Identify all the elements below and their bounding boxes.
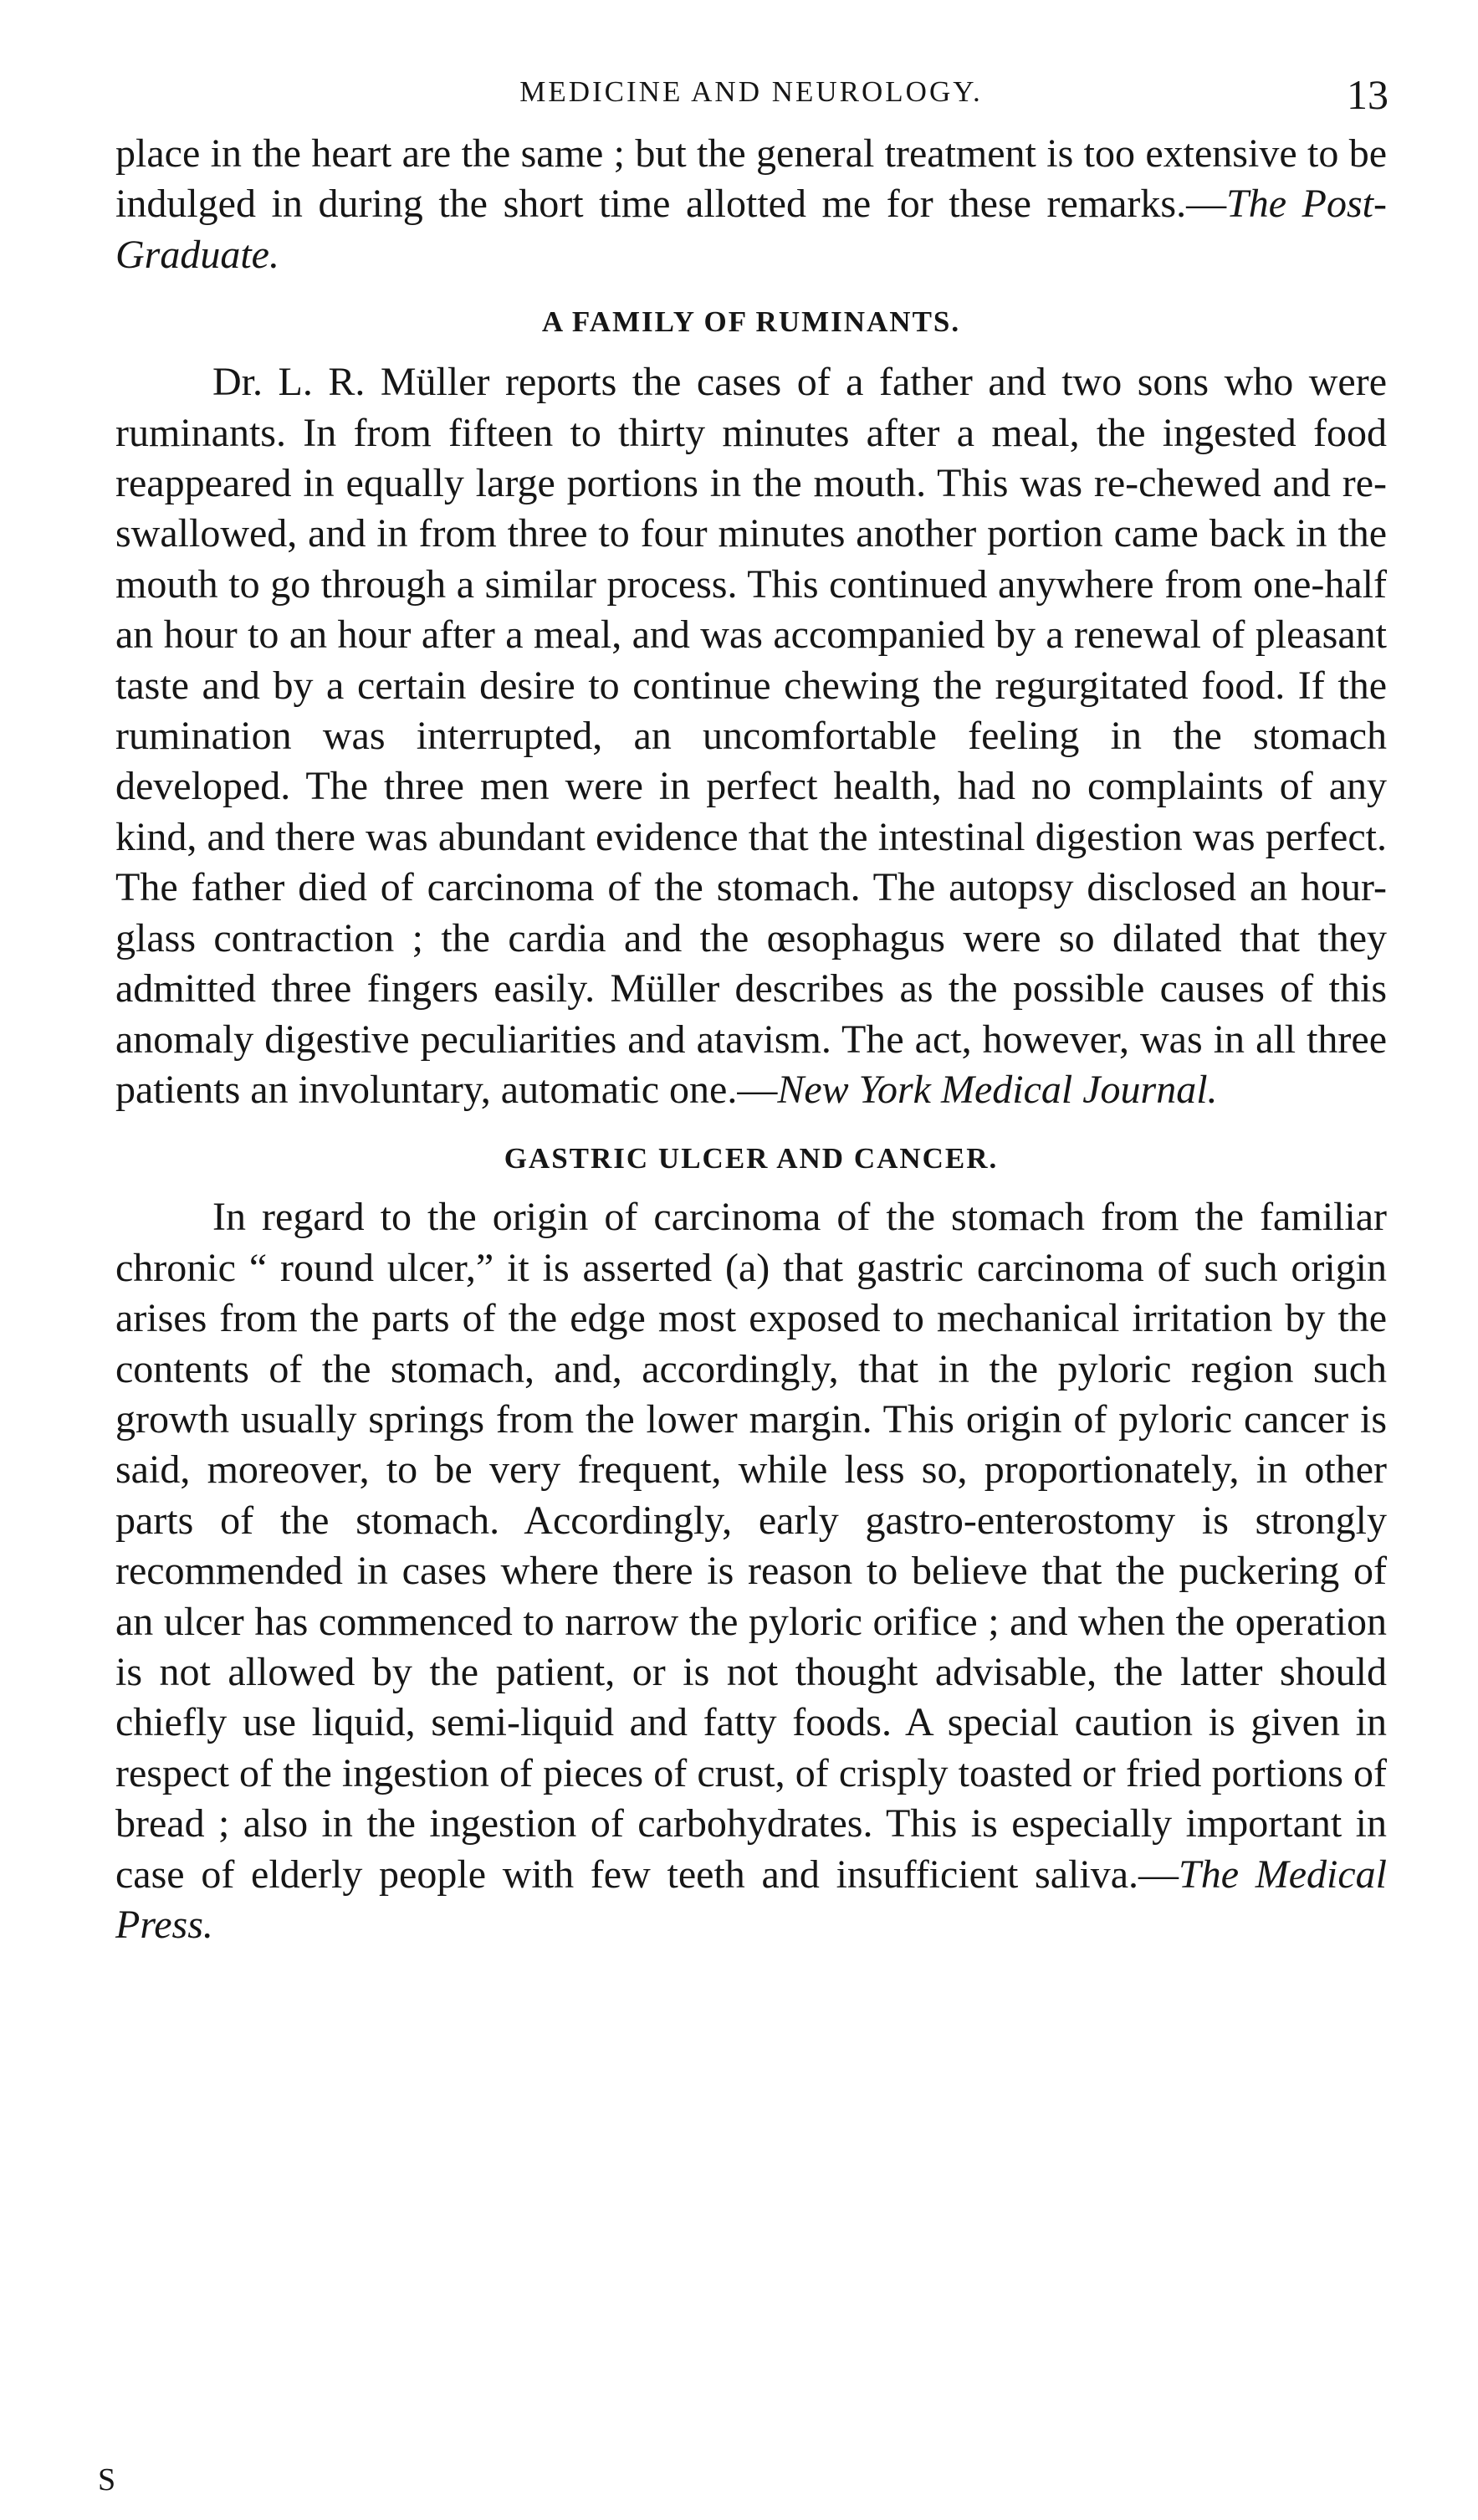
gastric-paragraph [115,1192,1387,1950]
intro-text: place in the heart are the same ; but the general treatment is too extensive to be indulged in during the short time allotted me for these remarks.— [115,131,1387,227]
section-heading-ruminants: A FAMILY OF RUMINANTS. [541,305,961,339]
gastric-text: In regard to the origin of carcinoma of the stomach from the familiar chronic “ round ulcer,” it is asserted (a) that gastric carcinoma of such origin arises from the parts of the edge most exposed to mechanical irritation by the contents of the stomach, and, accordingly, that in the pyloric region such growth usually springs from the lower margin. This origin of pyloric cancer is said, moreover, to be very frequent, while less so, proportionately, in other parts of the stomach. Accordingly, early gastro-enterostomy is strongly recommended in cases where there is reason to believe that the puckering of an ulcer has commenced to narrow the pyloric orifice ; and when the operation is not allowed by the patient, or is not thought advisable, the latter should chiefly use liquid, semi-liquid and fatty foods. A special caution is given in respect of the ingestion of pieces of crust, of crisply toasted or fried portions of bread ; also in the ingestion of carbohydrates. This is especially important in case of elderly people with few teeth and insufficient saliva.— [115,1195,1387,1897]
gastric-source: The Medical Press. [115,1852,1388,1947]
ruminants-text: Dr. L. R. Müller reports the cases of a father and two sons who were ruminants. In from fifteen to thirty minutes after a meal, the ingested food reappeared in equally large portions in the mouth. This was re-chewed and re-swallowed, and in from three to four minutes another portion came back in the mouth to go through a similar process. This continued anywhere from one-half an hour to an hour after a meal, and was accompanied by a renewal of pleasant taste and by a certain desire to continue chewing the regurgitated food. If the rumination was interrupted, an uncomfortable feeling in the stomach developed. The three men were in perfect health, had no complaints of any kind, and there was abundant evidence that the intestinal digestion was perfect. The father died of carcinoma of the stomach. The autopsy disclosed an hour-glass contraction ; the cardia and the œsophagus were so dilated that they admitted three fingers easily. Müller describes as the possible causes of this anomaly digestive peculiarities and atavism. The act, however, was in all three patients an involuntary, automatic one.— [115,360,1387,1112]
intro-source: The Post-Graduate. [115,182,1387,277]
page [115,70,1387,1950]
section-heading-gastric: GASTRIC ULCER AND CANCER. [504,1142,999,1175]
running-title: MEDICINE AND NEUROLOGY. [519,75,983,108]
ruminants-paragraph [115,357,1387,1115]
intro-paragraph [115,129,1387,280]
running-head [115,70,1387,129]
signature-mark: S [98,2462,116,2497]
page-number: 13 [1347,71,1389,118]
ruminants-source: New York Medical Journal. [777,1067,1218,1112]
